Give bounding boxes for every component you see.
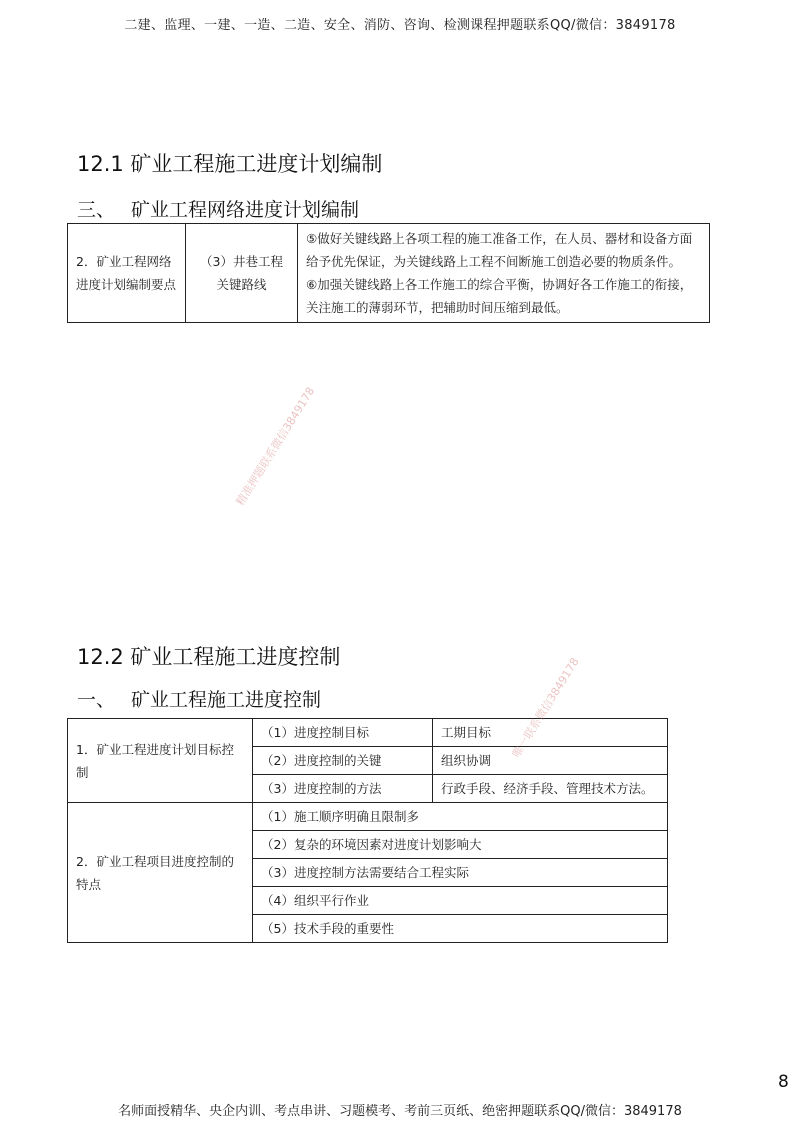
table-cell-category: 2．矿业工程网络进度计划编制要点 [68,224,186,323]
table-cell-value: 工期目标 [433,719,668,747]
table-cell-content [298,224,710,323]
table-row [68,719,668,747]
group-label-target-control: 1．矿业工程进度计划目标控制 [68,719,253,803]
table-cell-value: 行政手段、经济手段、管理技术方法。 [433,775,668,803]
sub-heading-network-plan [77,195,359,222]
table-cell-feature: （3）进度控制方法需要结合工程实际 [253,859,668,887]
sub-heading-text: 矿业工程网络进度计划编制 [131,199,360,221]
table-row [68,803,668,831]
table-cell-feature: （2）复杂的环境因素对进度计划影响大 [253,831,668,859]
watermark-2: 唯一联系微信3849178 [509,655,582,760]
table-cell-value: 组织协调 [433,747,668,775]
footer-note: 名师面授精华、央企内训、考点串讲、习题模考、考前三页纸、绝密押题联系QQ/微信：3849178 [118,1104,682,1119]
sub-heading-number: 一、 [77,689,116,711]
table-cell-feature: （5）技术手段的重要性 [253,915,668,943]
sub-heading-progress-control [77,685,321,712]
header-note: 二建、监理、一建、一造、二造、安全、消防、咨询、检测课程押题联系QQ/微信：3849178 [124,18,676,33]
page-number: 8 [778,1072,789,1092]
table-cell-subcategory: （3）井巷工程关键路线 [186,224,298,323]
watermark-1: 精准押题联系微信3849178 [233,384,318,508]
table-cell-item: （2）进度控制的关键 [253,747,433,775]
network-plan-table [67,223,710,323]
table-cell-item: （3）进度控制的方法 [253,775,433,803]
content-line-6: ⑥加强关键线路上各工作施工的综合平衡，协调好各工作施工的衔接，关注施工的薄弱环节，把辅助时间压缩到最低。 [306,277,693,315]
table-cell-item: （1）进度控制目标 [253,719,433,747]
table-row [68,224,710,323]
section-title-12-2: 12.2 矿业工程施工进度控制 [77,645,341,669]
section-title-12-1: 12.1 矿业工程施工进度计划编制 [77,152,383,176]
table-cell-feature: （4）组织平行作业 [253,887,668,915]
sub-heading-number: 三、 [77,199,116,221]
sub-heading-text: 矿业工程施工进度控制 [131,689,322,711]
progress-control-table [67,718,668,943]
table-cell-feature: （1）施工顺序明确且限制多 [253,803,668,831]
group-label-characteristics: 2．矿业工程项目进度控制的特点 [68,803,253,943]
content-line-5: ⑤做好关键线路上各项工程的施工准备工作，在人员、器材和设备方面给予优先保证，为关键线路上工程不间断施工创造必要的物质条件。 [306,231,693,269]
